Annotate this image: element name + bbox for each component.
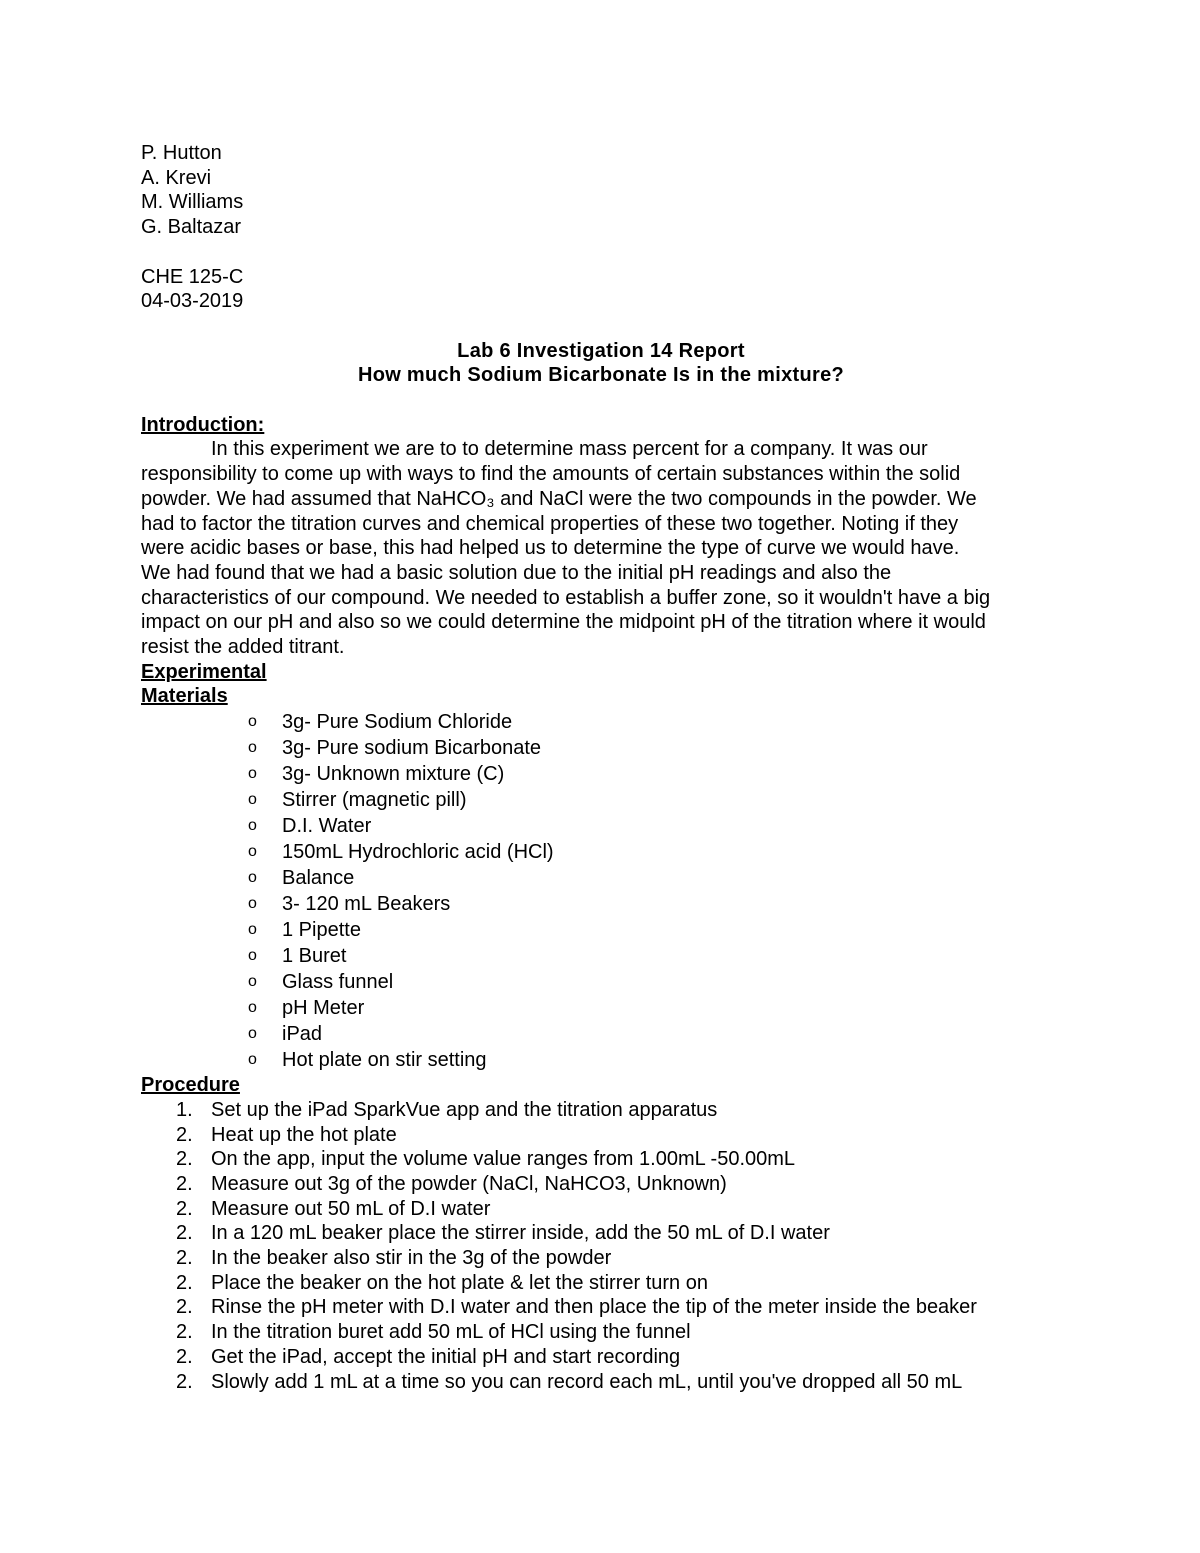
introduction-line: We had found that we had a basic solution due to the initial pH readings and also the [141,561,892,584]
step-number: 2. [176,1197,193,1220]
bullet-icon: o [248,1025,257,1043]
author-name: M. Williams [141,191,244,214]
introduction-paragraph [141,437,1061,659]
procedure-step [141,1295,1061,1320]
bullet-icon: o [248,1051,257,1069]
step-text: Measure out 50 mL of D.I water [211,1197,491,1220]
materials-heading: Materials [141,685,228,708]
material-item [141,735,1061,761]
materials-list [141,709,1061,1073]
step-number: 2. [176,1271,193,1294]
introduction-line: had to factor the titration curves and chemical properties of these two together. Noting if they [141,512,959,535]
bullet-icon: o [248,947,257,965]
report-subtitle: How much Sodium Bicarbonate Is in the mixture? [357,364,845,387]
introduction-line: were acidic bases or base, this had helped us to determine the type of curve we would have. [141,537,960,560]
material-text: 150mL Hydrochloric acid (HCl) [282,841,554,864]
bullet-icon: o [248,791,257,809]
procedure-step [141,1345,1061,1370]
step-text: In a 120 mL beaker place the stirrer inside, add the 50 mL of D.I water [211,1222,830,1245]
material-item [141,891,1061,917]
step-text: In the titration buret add 50 mL of HCl using the funnel [211,1321,691,1344]
step-text: Place the beaker on the hot plate & let the stirrer turn on [211,1271,708,1294]
introduction-heading: Introduction: [141,413,265,436]
procedure-step [141,1246,1061,1271]
material-text: Balance [282,867,355,890]
procedure-list [141,1098,1061,1394]
bullet-icon: o [248,973,257,991]
material-item [141,787,1061,813]
introduction-line-text: In this experiment we are to to determine mass percent for a company. It was our [211,438,928,461]
procedure-step [141,1197,1061,1222]
bullet-icon: o [248,713,257,731]
step-text: Set up the iPad SparkVue app and the titration apparatus [211,1098,718,1121]
bullet-icon: o [248,765,257,783]
material-text: pH Meter [282,997,365,1020]
bullet-icon: o [248,999,257,1017]
author-list [141,141,1061,240]
bullet-icon: o [248,843,257,861]
bullet-icon: o [248,739,257,757]
author-name: G. Baltazar [141,216,242,239]
material-item [141,943,1061,969]
spacer [141,388,1061,413]
step-number: 2. [176,1370,193,1393]
step-number: 2. [176,1296,193,1319]
bullet-icon: o [248,817,257,835]
material-text: 3g- Pure Sodium Chloride [282,711,513,734]
material-text: Hot plate on stir setting [282,1049,487,1072]
procedure-step [141,1221,1061,1246]
material-text: 1 Pipette [282,919,361,942]
introduction-line: responsibility to come up with ways to find the amounts of certain substances within the solid [141,463,961,486]
material-item [141,995,1061,1021]
step-number: 2. [176,1345,193,1368]
step-number: 2. [176,1172,193,1195]
material-text: 3g- Unknown mixture (C) [282,763,505,786]
material-text: Glass funnel [282,971,394,994]
material-item [141,1021,1061,1047]
material-text: 1 Buret [282,945,347,968]
report-title: Lab 6 Investigation 14 Report [457,339,745,362]
material-text: iPad [282,1023,323,1046]
procedure-step [141,1147,1061,1172]
procedure-step [141,1098,1061,1123]
introduction-line [141,437,1061,462]
step-text: Slowly add 1 mL at a time so you can record each mL, until you've dropped all 50 mL [211,1370,963,1393]
procedure-step [141,1271,1061,1296]
material-text: D.I. Water [282,815,372,838]
report-date: 04-03-2019 [141,290,244,313]
procedure-step [141,1123,1061,1148]
step-text: Measure out 3g of the powder (NaCl, NaHCO3, Unknown) [211,1172,727,1195]
material-item [141,709,1061,735]
material-text: Stirrer (magnetic pill) [282,789,467,812]
bullet-icon: o [248,869,257,887]
material-item [141,813,1061,839]
step-text: On the app, input the volume value ranges from 1.00mL -50.00mL [211,1148,796,1171]
material-item [141,969,1061,995]
step-text: Heat up the hot plate [211,1123,397,1146]
experimental-heading: Experimental [141,660,267,683]
bullet-icon: o [248,921,257,939]
procedure-heading: Procedure [141,1074,240,1097]
step-number: 2. [176,1148,193,1171]
step-number: 2. [176,1247,193,1270]
spacer [141,314,1061,339]
author-name: A. Krevi [141,166,212,189]
course-code: CHE 125-C [141,265,244,288]
procedure-step [141,1172,1061,1197]
bullet-icon: o [248,895,257,913]
material-item [141,1047,1061,1073]
material-item [141,865,1061,891]
introduction-line: resist the added titrant. [141,636,345,659]
material-item [141,917,1061,943]
procedure-step [141,1370,1061,1395]
material-item [141,839,1061,865]
step-text: Rinse the pH meter with D.I water and then place the tip of the meter inside the beaker [211,1296,977,1319]
step-text: Get the iPad, accept the initial pH and start recording [211,1345,681,1368]
material-text: 3g- Pure sodium Bicarbonate [282,737,542,760]
step-number: 2. [176,1123,193,1146]
introduction-line: characteristics of our compound. We needed to establish a buffer zone, so it wouldn't have a big [141,586,991,609]
step-text: In the beaker also stir in the 3g of the powder [211,1247,612,1270]
spacer [141,240,1061,265]
document-body [141,141,1061,1394]
material-text: 3- 120 mL Beakers [282,893,451,916]
step-number: 2. [176,1222,193,1245]
step-number: 1. [176,1098,193,1121]
material-item [141,761,1061,787]
procedure-step [141,1320,1061,1345]
author-name: P. Hutton [141,142,222,164]
introduction-line: impact on our pH and also so we could determine the midpoint pH of the titration where it would [141,611,986,634]
introduction-line: powder. We had assumed that NaHCO₃ and NaCl were the two compounds in the powder. We [141,487,977,510]
step-number: 2. [176,1321,193,1344]
